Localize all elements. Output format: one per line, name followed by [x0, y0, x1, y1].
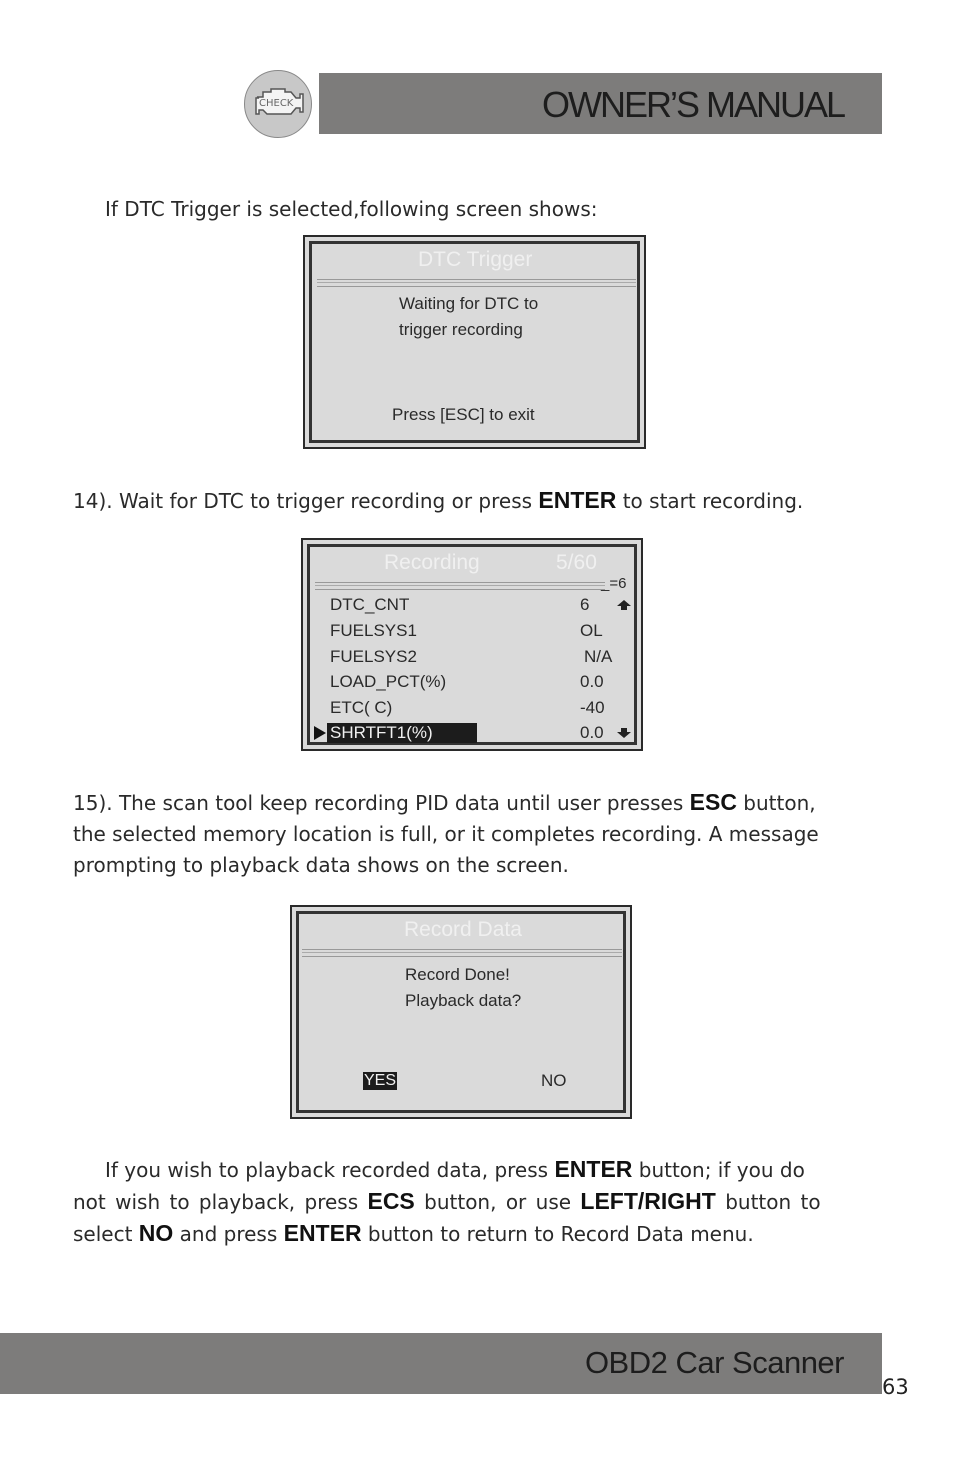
selection-pointer-icon	[314, 726, 326, 740]
esc-key: ESC	[689, 789, 737, 815]
product-name: OBD2 Car Scanner	[584, 1345, 844, 1380]
intro-text: If DTC Trigger is selected,following screen shows:	[105, 197, 598, 221]
screen-message-line1: Record Done!	[405, 965, 510, 984]
enter-key: ENTER	[538, 487, 617, 513]
scroll-position: _=6	[601, 575, 627, 592]
pid-value-fuelsys1: OL	[580, 621, 603, 640]
screen-exit-hint: Press [ESC] to exit	[392, 405, 535, 424]
page-number: 63	[882, 1375, 909, 1399]
logo-text: CHECK	[259, 98, 294, 109]
pid-label-etc: ETC( C)	[330, 698, 393, 717]
no-key: NO	[138, 1220, 174, 1246]
recording-screen	[301, 538, 643, 751]
pid-value-load-pct: 0.0	[580, 672, 604, 691]
yes-option-selected[interactable]: YES	[364, 1072, 397, 1089]
check-engine-logo	[244, 70, 312, 138]
left-right-key: LEFT/RIGHT	[580, 1188, 716, 1214]
pid-label-load-pct: LOAD_PCT(%)	[330, 672, 447, 691]
no-option[interactable]: NO	[541, 1071, 567, 1090]
enter-key: ENTER	[283, 1220, 362, 1246]
enter-key: ENTER	[554, 1156, 633, 1182]
screen-message-line2: Playback data?	[405, 991, 522, 1010]
scroll-up-icon[interactable]	[617, 600, 631, 610]
dtc-trigger-screen	[303, 235, 646, 449]
screen-divider	[315, 582, 605, 590]
pid-label-fuelsys1: FUELSYS1	[330, 621, 417, 640]
ecs-key: ECS	[367, 1188, 415, 1214]
screen-divider	[302, 949, 622, 957]
step-15-text: 15). The scan tool keep recording PID data until user presses ESC button, the selected memory location is full, or it completes recording. A message prompting to playback data shows on the screen.	[73, 789, 819, 877]
pid-label-shrtft1-selected[interactable]: SHRTFT1(%)	[327, 723, 477, 743]
pid-value-shrtft1: 0.0	[580, 723, 604, 742]
pid-value-dtc-cnt: 6	[580, 595, 590, 614]
scroll-down-icon[interactable]	[617, 728, 631, 738]
screen-message-line2: trigger recording	[399, 320, 523, 339]
step-14-text: 14). Wait for DTC to trigger recording or press ENTER to start recording.	[73, 487, 804, 513]
screen-title: Recording	[384, 551, 480, 574]
record-counter: 5/60	[556, 551, 597, 574]
pid-value-etc: -40	[580, 698, 605, 717]
screen-message-line1: Waiting for DTC to	[399, 294, 539, 313]
closing-paragraph: If you wish to playback recorded data, press ENTER button; if you do not wish to playback, press ECS button, or use LEFT/RIGHT button to select NO and press ENTER button to return to Record Data menu.	[73, 1156, 821, 1246]
screen-title: Record Data	[404, 918, 522, 941]
pid-value-fuelsys2: N/A	[584, 647, 613, 666]
screen-divider	[317, 279, 636, 287]
pid-label-dtc-cnt: DTC_CNT	[330, 595, 410, 614]
record-data-screen	[290, 905, 632, 1119]
screen-title: DTC Trigger	[418, 248, 533, 271]
manual-title: OWNER’S MANUAL	[541, 84, 844, 125]
pid-label-fuelsys2: FUELSYS2	[330, 647, 417, 666]
